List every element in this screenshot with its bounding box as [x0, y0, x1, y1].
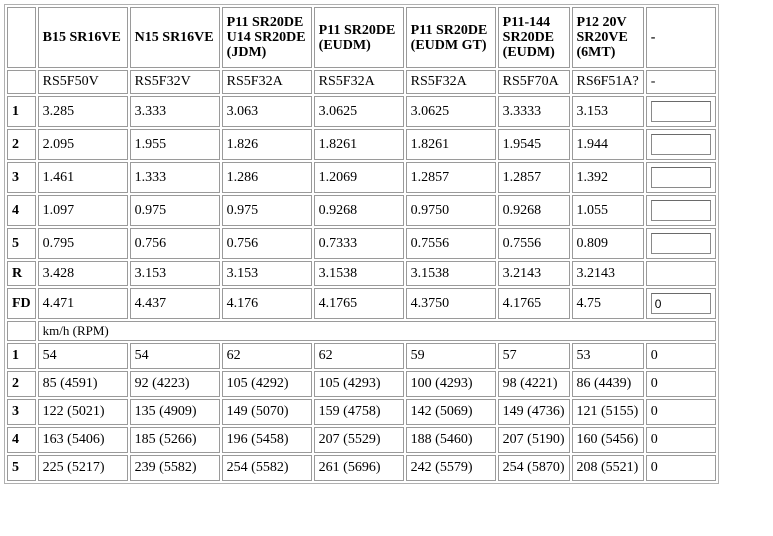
gear-label: FD	[7, 288, 36, 319]
speed-section-blank	[7, 321, 36, 341]
ratio-cell: 0.756	[130, 228, 220, 259]
gearbox-code-cell: RS5F32V	[130, 70, 220, 94]
ratio-cell: 4.75	[572, 288, 644, 319]
ratio-cell: 1.286	[222, 162, 312, 193]
ratio-cell: 0.7556	[406, 228, 496, 259]
speed-cell: 163 (5406)	[38, 427, 128, 453]
ratio-cell: 3.3333	[498, 96, 570, 127]
ratio-cell: 0.9268	[498, 195, 570, 226]
column-header: N15 SR16VE	[130, 7, 220, 68]
ratio-cell: 3.2143	[498, 261, 570, 286]
custom-ratio-input[interactable]	[651, 233, 711, 254]
ratio-cell: 3.285	[38, 96, 128, 127]
custom-ratio-cell	[646, 195, 716, 226]
speed-cell: 149 (4736)	[498, 399, 570, 425]
speed-row	[7, 427, 716, 453]
speed-cell: 196 (5458)	[222, 427, 312, 453]
ratio-cell: 3.153	[222, 261, 312, 286]
gear-ratio-row	[7, 162, 716, 193]
ratio-cell: 4.3750	[406, 288, 496, 319]
ratio-cell: 0.9268	[314, 195, 404, 226]
ratio-cell: 1.8261	[314, 129, 404, 160]
custom-ratio-input[interactable]	[651, 134, 711, 155]
gear-label: 3	[7, 399, 36, 425]
gear-ratio-row	[7, 261, 716, 286]
speed-section-label: km/h (RPM)	[38, 321, 716, 341]
ratio-cell: 3.1538	[406, 261, 496, 286]
ratio-cell: 4.471	[38, 288, 128, 319]
ratio-cell: 4.176	[222, 288, 312, 319]
ratio-cell: 1.955	[130, 129, 220, 160]
gear-label: 5	[7, 228, 36, 259]
ratio-cell: 1.8261	[406, 129, 496, 160]
ratio-cell: 1.2069	[314, 162, 404, 193]
speed-cell: 208 (5521)	[572, 455, 644, 481]
gear-label: 5	[7, 455, 36, 481]
speed-cell: 185 (5266)	[130, 427, 220, 453]
speed-cell: 261 (5696)	[314, 455, 404, 481]
ratio-cell: 0.7333	[314, 228, 404, 259]
ratio-cell: 1.333	[130, 162, 220, 193]
gear-label: 4	[7, 195, 36, 226]
gearbox-code-cell: -	[646, 70, 716, 94]
speed-cell: 92 (4223)	[130, 371, 220, 397]
ratio-cell: 3.153	[572, 96, 644, 127]
gear-ratio-row	[7, 195, 716, 226]
gear-label: 2	[7, 371, 36, 397]
speed-cell: 105 (4292)	[222, 371, 312, 397]
ratio-cell: 1.944	[572, 129, 644, 160]
speed-cell: 0	[646, 399, 716, 425]
column-header: P11 SR20DE U14 SR20DE (JDM)	[222, 7, 312, 68]
ratio-cell: 0.756	[222, 228, 312, 259]
speed-cell: 122 (5021)	[38, 399, 128, 425]
ratio-cell: 1.097	[38, 195, 128, 226]
custom-ratio-cell	[646, 162, 716, 193]
ratio-cell: 3.153	[130, 261, 220, 286]
ratio-cell: 2.095	[38, 129, 128, 160]
ratio-cell: 0.9750	[406, 195, 496, 226]
speed-cell: 85 (4591)	[38, 371, 128, 397]
speed-cell: 57	[498, 343, 570, 369]
custom-ratio-input[interactable]	[651, 167, 711, 188]
custom-ratio-cell	[646, 261, 716, 286]
custom-ratio-input[interactable]	[651, 101, 711, 122]
speed-cell: 0	[646, 371, 716, 397]
gear-label: R	[7, 261, 36, 286]
gearbox-code-cell: RS6F51A?	[572, 70, 644, 94]
speed-cell: 254 (5870)	[498, 455, 570, 481]
gear-ratio-row	[7, 96, 716, 127]
speed-cell: 54	[130, 343, 220, 369]
ratio-cell: 3.063	[222, 96, 312, 127]
gearbox-code-row	[7, 70, 716, 94]
gearbox-code-cell: RS5F50V	[38, 70, 128, 94]
speed-cell: 207 (5529)	[314, 427, 404, 453]
gear-label: 4	[7, 427, 36, 453]
ratio-cell: 0.809	[572, 228, 644, 259]
speed-row	[7, 455, 716, 481]
ratio-cell: 1.2857	[406, 162, 496, 193]
gear-ratio-row	[7, 228, 716, 259]
ratio-cell: 0.975	[222, 195, 312, 226]
gearbox-code-cell	[7, 70, 36, 94]
ratio-cell: 1.392	[572, 162, 644, 193]
column-header	[7, 7, 36, 68]
ratio-cell: 3.1538	[314, 261, 404, 286]
custom-ratio-input[interactable]	[651, 200, 711, 221]
speed-cell: 100 (4293)	[406, 371, 496, 397]
speed-cell: 0	[646, 455, 716, 481]
ratio-cell: 4.437	[130, 288, 220, 319]
speed-row	[7, 343, 716, 369]
speed-cell: 98 (4221)	[498, 371, 570, 397]
speed-cell: 188 (5460)	[406, 427, 496, 453]
speed-section-row	[7, 321, 716, 341]
ratio-cell: 0.795	[38, 228, 128, 259]
ratio-cell: 3.428	[38, 261, 128, 286]
speed-cell: 239 (5582)	[130, 455, 220, 481]
ratio-cell: 0.975	[130, 195, 220, 226]
speed-cell: 254 (5582)	[222, 455, 312, 481]
ratio-cell: 1.461	[38, 162, 128, 193]
speed-cell: 0	[646, 343, 716, 369]
gear-label: 2	[7, 129, 36, 160]
column-header: P11-144 SR20DE (EUDM)	[498, 7, 570, 68]
ratio-cell: 3.2143	[572, 261, 644, 286]
speed-cell: 59	[406, 343, 496, 369]
speed-cell: 225 (5217)	[38, 455, 128, 481]
custom-ratio-cell	[646, 288, 716, 319]
speed-cell: 86 (4439)	[572, 371, 644, 397]
speed-cell: 207 (5190)	[498, 427, 570, 453]
header-row	[7, 7, 716, 68]
speed-cell: 121 (5155)	[572, 399, 644, 425]
speed-cell: 149 (5070)	[222, 399, 312, 425]
gear-label: 1	[7, 343, 36, 369]
column-header: P11 SR20DE (EUDM)	[314, 7, 404, 68]
custom-ratio-cell	[646, 228, 716, 259]
gearbox-code-cell: RS5F70A	[498, 70, 570, 94]
ratio-cell: 4.1765	[314, 288, 404, 319]
ratio-cell: 1.2857	[498, 162, 570, 193]
speed-cell: 53	[572, 343, 644, 369]
speed-cell: 159 (4758)	[314, 399, 404, 425]
gearbox-ratio-table	[4, 4, 719, 484]
column-header: -	[646, 7, 716, 68]
speed-cell: 135 (4909)	[130, 399, 220, 425]
ratio-cell: 0.7556	[498, 228, 570, 259]
column-header: B15 SR16VE	[38, 7, 128, 68]
ratio-cell: 4.1765	[498, 288, 570, 319]
gear-ratio-row	[7, 129, 716, 160]
gearbox-code-cell: RS5F32A	[222, 70, 312, 94]
ratio-cell: 1.055	[572, 195, 644, 226]
ratio-cell: 3.0625	[406, 96, 496, 127]
gear-label: 1	[7, 96, 36, 127]
speed-cell: 54	[38, 343, 128, 369]
speed-cell: 242 (5579)	[406, 455, 496, 481]
custom-ratio-input[interactable]	[651, 293, 711, 314]
speed-cell: 62	[222, 343, 312, 369]
speed-cell: 142 (5069)	[406, 399, 496, 425]
speed-cell: 0	[646, 427, 716, 453]
column-header: P11 SR20DE (EUDM GT)	[406, 7, 496, 68]
speed-cell: 62	[314, 343, 404, 369]
column-header: P12 20V SR20VE (6MT)	[572, 7, 644, 68]
ratio-cell: 3.333	[130, 96, 220, 127]
speed-cell: 105 (4293)	[314, 371, 404, 397]
gear-ratio-row	[7, 288, 716, 319]
ratio-cell: 1.9545	[498, 129, 570, 160]
gearbox-code-cell: RS5F32A	[406, 70, 496, 94]
ratio-cell: 1.826	[222, 129, 312, 160]
ratio-cell: 3.0625	[314, 96, 404, 127]
speed-row	[7, 399, 716, 425]
speed-cell: 160 (5456)	[572, 427, 644, 453]
gear-label: 3	[7, 162, 36, 193]
speed-row	[7, 371, 716, 397]
custom-ratio-cell	[646, 129, 716, 160]
gearbox-code-cell: RS5F32A	[314, 70, 404, 94]
custom-ratio-cell	[646, 96, 716, 127]
